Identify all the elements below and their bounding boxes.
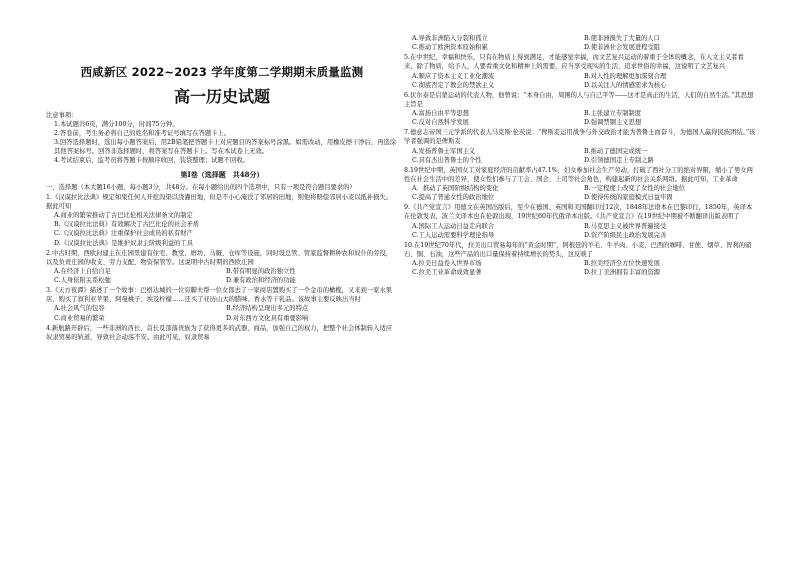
answer-option: C.工人运动需要科学理论指导 [412,231,495,239]
question-stem: 6.伏尔泰是启蒙运动的代表人物，他曾说：“本身自由，周围的人与自己平等——这才是真正的生活，人们的自然生活。”其思想主旨是 [404,91,754,108]
option-row [46,304,398,313]
option-row [404,184,756,193]
question [404,166,756,203]
question-stem: 1.《汉谟拉比法典》规定如果任何人开挖沟渠以浇灌田地，但是不小心淹没了邻居的田地，则他将赔偿邻居小麦以抵补损失。据此可知 [46,193,393,210]
question [46,193,398,248]
question [404,241,756,278]
answer-option: A.商业的繁荣推动了古巴比伦相关法律条文的制定 [54,212,193,220]
answer-option: C.反对自然科学发展 [412,119,469,127]
answer-option: D.资产阶级民主政治发展完善 [584,231,667,239]
question [404,203,756,240]
answer-option: C.商业贸易的繁荣 [54,314,105,322]
note-item: 4.考试结束后，监考员将答题卡按顺序收回，装袋整理；试题不回收。 [54,157,249,165]
option-row [404,231,756,240]
q4-options [404,34,756,52]
exam-title: 西咸新区 2022~2023 学年度第二学期期末质量监测 [80,65,364,79]
section-title: 第Ⅰ卷（选择题 共48分） [180,169,264,179]
option-row [404,156,756,165]
answer-option: C.具有杰出普鲁士的个性 [412,156,482,164]
question-stem: 9.《共产党宣言》用德文在英国出版后，至少在德国、英国和美国翻印过12次，1848年法语本在巴黎印行，1850年，英译本在伦敦发表，波兰文译本也在伦敦出现，19世纪60年代俄译本出版。《共产党宣言》在19世纪中期被不断翻译出版表明了 [404,204,753,221]
note-item: 3.回答选择题时，选出每小题答案后，用2B铅笔把答题卡上对应题目的答案标号涂黑。如需改动，用橡皮擦干净后，再选涂其他答案标号。回答非选择题时，将答案写在答题卡上。写在本试卷上无效。 [54,139,397,156]
right-questions [404,53,756,277]
option-row [404,43,756,52]
answer-option: B.《汉谟拉比法典》有效解决了古巴比伦的社会矛盾 [54,221,200,229]
answer-option: C.提高了普通女性的政治地位 [412,194,495,202]
answer-option: B.拉美经济全方位快速发展 [584,260,660,267]
question-stem: 5.在中世纪，幸福和快乐，只有在物质上得到满足，才能感觉幸福，而文艺复兴运动的着重于全体的概念，在人文主义者看来，除了物质，给予人，人要看重文化和精神上的需要，应当享受现实的生活，追求世俗的幸福，这说明了文艺复兴 [404,54,744,71]
option-list [46,211,398,248]
option-row [404,259,756,268]
answer-option: B.推动了德国完成统一 [584,147,648,155]
answer-option: D.强调禁锢主义思想 [584,119,642,127]
option-row [404,118,756,127]
option-row [404,34,756,43]
answer-option: D.使得传统的家庭模式日益牢固 [584,194,673,202]
answer-option: A.富扬自由平等思想 [412,110,469,117]
notes-heading: 注意事项： [46,111,78,119]
question [46,324,398,342]
option-row [404,72,756,81]
answer-option: D.对东西方文化具有重要影响 [226,314,309,322]
answer-option: B.主张建立专制制度 [584,110,642,117]
left-column [46,0,398,342]
answer-option: D.以关注人的情感需求为核心 [584,81,667,89]
answer-option: A.在经济上自给自足 [54,267,111,275]
answer-option: C.彻底否定了教会的禁欲主义 [412,81,495,89]
answer-option: D.使非洲社会发展进程受阻 [584,44,661,52]
answer-option: B.使非洲损失了大量的人口 [584,35,660,42]
question [404,128,756,165]
answer-option: C.拉美工业革命成效显著 [412,269,482,277]
answer-option: A.顺应了资本主义工业化潮流 [412,72,495,80]
option-row [46,276,398,285]
question-stem: 8.19世纪中期，英国女工对家庭经济的贡献率占47.1%，妇女参加社会生产劳动，打破了西社分工的绝对界限，缩小了男女两性在社会生活中的差异，使女性们参与了工会、国会、上司等社会角色，构建起新的社会关系网络。据此可知，工业革命 [404,166,753,183]
answer-option: A.拉美日益卷入世界市场 [412,260,482,267]
option-row [404,81,756,90]
answer-option: B.经济结构呈现出多元的特点 [226,305,309,313]
notes-list [46,120,398,166]
option-row [404,147,756,156]
answer-option: C.推动了欧洲资本原始积累 [412,44,488,52]
note-item: 1.本试题共6页，满分100分，时间75分钟。 [54,120,179,128]
question-stem: 10.在19世纪70年代，拉美出口贸易每年的“黄金时期”，阿根廷的羊毛、牛羊肉、小麦，巴西的咖啡、甘蔗、烟草、智利的硝石、铜、石油，这些产品的出口量保持着持续增长的势头，这反映了 [404,241,752,258]
left-questions [46,193,398,342]
right-column [404,34,756,277]
answer-option: A．推动了英国阶级结构的变化 [412,185,499,192]
question [46,249,398,286]
answer-option: A.社会风气的包容 [54,305,105,313]
question-stem: 4.新航路开辟后，一些非洲的酋长、首长及部落贵族为了获得更多的武器、商品，加强自己的权力，把整个社会体制转入适应奴隶贸易的轨道，导致社会动荡不安。由此可见，奴隶贸易 [46,324,393,341]
option-row [404,109,756,118]
question [46,286,398,323]
question [404,53,756,90]
option-row [46,267,398,276]
section-intro: 一、选择题（本大题16小题，每小题3分，共48分。在每小题给出的四个选项中，只有一项是符合题目要求的） [46,183,356,191]
subject-title: 高一历史试题 [173,86,270,106]
question [404,91,756,128]
answer-option: A.国际工人运动日益走向联合 [412,222,495,230]
answer-option: C.《汉谟拉比法典》注重保护社会成员的私有财产 [54,230,193,238]
answer-option: B.对人性的理解更加深刻合理 [584,72,667,80]
question-stem: 2.中古时期，西欧封建主在庄园里建有住宅、教堂、磨坊、马厩、仓库等设施，同时设总管、管家监督耕种农和奴仆的劳役，以及负责庄园的收支、劳力支配、物资保管等。这说明中古时期的西欧庄园 [46,249,393,266]
option-row [46,314,398,323]
answer-option: D.拉丁美洲拥有丰富的资源 [584,269,661,277]
answer-option: A.导致非洲陷入分裂和孤立 [412,35,488,42]
answer-option: D.引领德国走上专制之路 [584,156,654,164]
option-row [404,193,756,202]
question-stem: 3.《天方夜谭》描述了一个故事：巴格达城的一位穷脚夫帮一位女郎去了一家商店置购买了一个金币的橄榄，又来到一家水果店，购买了叙利亚苹果、阿曼桃子、埃及柠檬……还买了亚历山大的腊味、香水等干乳品。该故事主要反映出当时 [46,287,393,304]
answer-option: B.马克思主义被世界普遍接受 [584,222,667,230]
note-item: 2.答卷前，考生务必将自己的姓名和准考证号填写在答题卡上。 [54,130,231,138]
answer-option: B.带有明显的政治独立性 [226,267,296,275]
answer-option: C.人身依附关系松弛 [54,277,111,284]
answer-option: D.兼有政治和经济的功能 [226,277,296,284]
option-row [404,222,756,231]
option-row [404,268,756,277]
answer-option: B.一定程度上改变了女性的社会地位 [584,185,686,192]
answer-option: A.发扬普鲁士军国主义 [412,147,476,155]
question-stem: 7.德意志帝国三元学派的代表人马克斯·伦茨说：“俾斯麦运用战争与外交政治才能为普鲁士而奋斗，为德国人赢得民族团结。”该学者强调的是俾斯麦 [404,129,756,146]
answer-option: D.《汉谟拉比法典》是维护奴隶主阶级利益的工具 [54,239,194,247]
